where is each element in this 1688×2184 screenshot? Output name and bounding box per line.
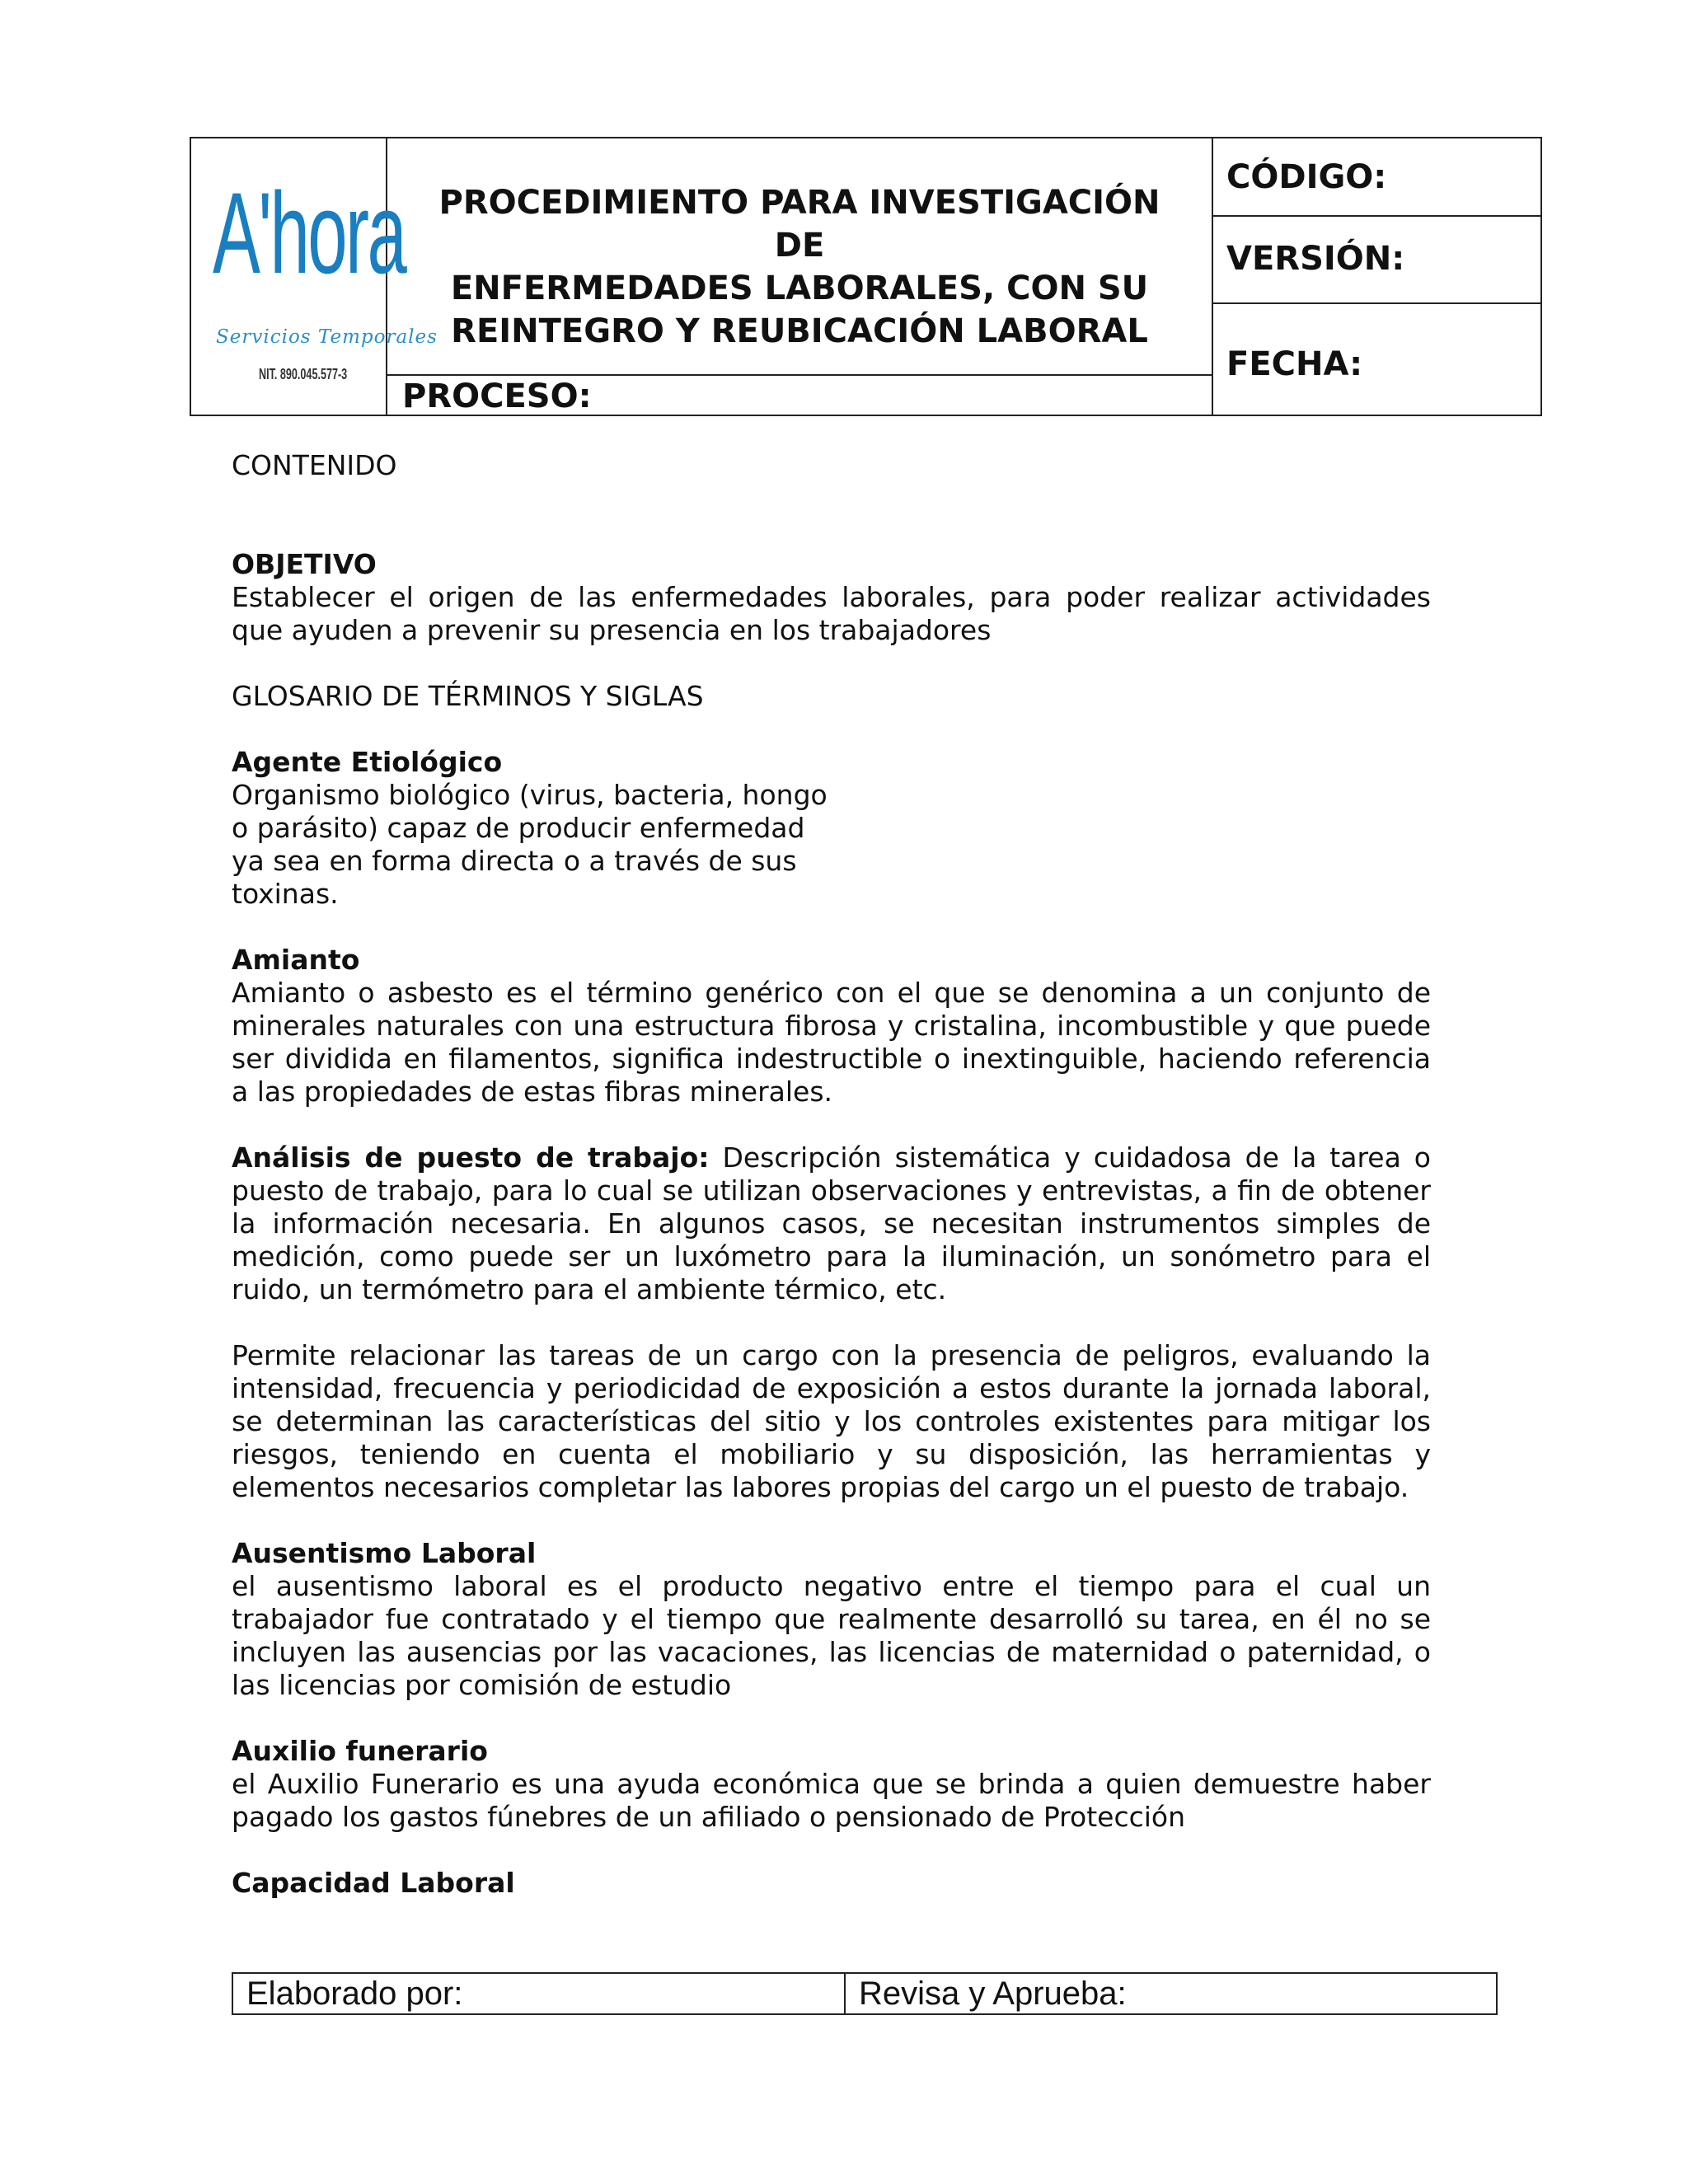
term-heading: Amianto [232,944,360,976]
title-line: REINTEGRO Y REUBICACIÓN LABORAL [451,312,1148,350]
elaborado-por-cell: Elaborado por: [233,1974,846,2013]
term-definition [232,1141,1431,1306]
term-heading: Ausentismo Laboral [232,1537,537,1569]
logo-brand: A'hora [213,168,406,298]
glosario-heading: GLOSARIO DE TÉRMINOS Y SIGLAS [232,680,704,712]
objetivo-text: Establecer el origen de las enfermedades laborales, para poder realizar actividades que ayuden a prevenir su presencia en los trabajadores [232,581,1431,646]
codigo-cell [1213,138,1540,217]
term-definition-line: o parásito) capaz de producir enfermedad [232,812,805,844]
term-definition: Amianto o asbesto es el término genérico con el que se denomina a un conjunto de minerales naturales con una estructura fibrosa y cristalina, incombustible y que puede ser dividida en filamentos, significa indestructible o inextinguible, haciendo referencia a las propiedades de estas fibras minerales. [232,977,1431,1108]
title-line: PROCEDIMIENTO PARA INVESTIGACIÓN DE [438,184,1160,265]
version-cell [1213,217,1540,304]
fecha-cell [1213,304,1540,415]
title-cell [387,138,1212,376]
codigo-label: CÓDIGO: [1226,158,1387,196]
company-logo [213,163,438,402]
paragraph: Permite relacionar las tareas de un cargo con la presencia de peligros, evaluando la intensidad, frecuencia y periodicidad de exposición a estos durante la jornada laboral, se determinan las características del sitio y los controles existentes para mitigar los riesgos, teniendo en cuenta el mobiliario y su disposición, las herramientas y elementos necesarios completar las labores propias del cargo un el puesto de trabajo. [232,1339,1431,1503]
logo-cell [191,138,438,415]
term-definition-line: ya sea en forma directa o a través de sus [232,845,797,877]
fecha-label: FECHA: [1226,345,1363,383]
term-definition: el Auxilio Funerario es una ayuda económica que se brinda a quien demuestre haber pagado los gastos fúnebres de un afiliado o pensionado de Protección [232,1768,1431,1833]
metadata-column [1212,138,1540,415]
term-heading: Capacidad Laboral [232,1867,515,1899]
revisa-aprueba-cell: Revisa y Aprueba: [859,1975,1127,2012]
logo-nit: NIT. 890.045.577-3 [259,366,348,382]
document-title [437,181,1162,353]
signature-table [232,1972,1498,2015]
logo-tagline: Servicios Temporales [216,326,438,348]
term-heading: Análisis de puesto de trabajo: [232,1141,710,1174]
term-definition-line: Organismo biológico (virus, bacteria, hongo [232,779,828,811]
term-definition: el ausentismo laboral es el producto negativo entre el tiempo para el cual un trabajador fue contratado y el tiempo que realmente desarrolló su tarea, en él no se incluyen las ausencias por las vacaciones, las licencias de maternidad o paternidad, o las licencias por comisión de estudio [232,1570,1431,1701]
term-heading: Auxilio funerario [232,1735,488,1767]
contenido-heading: CONTENIDO [232,449,397,481]
proceso-cell [387,376,1212,415]
document-header-table [190,137,1542,416]
term-definition-line: toxinas. [232,878,339,910]
term-definition-text: Descripción sistemática y cuidadosa de la tarea o puesto de trabajo, para lo cual se utilizan observaciones y entrevistas, a fin de obtener la información necesaria. En algunos casos, se necesitan instrumentos simples de medición, como puede ser un luxómetro para la iluminación, un sonómetro para el ruido, un termómetro para el ambiente térmico, etc. [232,1141,1431,1305]
objetivo-heading: OBJETIVO [232,548,377,580]
term-heading: Agente Etiológico [232,746,503,778]
version-label: VERSIÓN: [1226,240,1405,278]
proceso-label: PROCESO: [402,377,592,415]
document-body [232,449,1431,1900]
title-line: ENFERMEDADES LABORALES, CON SU [450,269,1149,307]
